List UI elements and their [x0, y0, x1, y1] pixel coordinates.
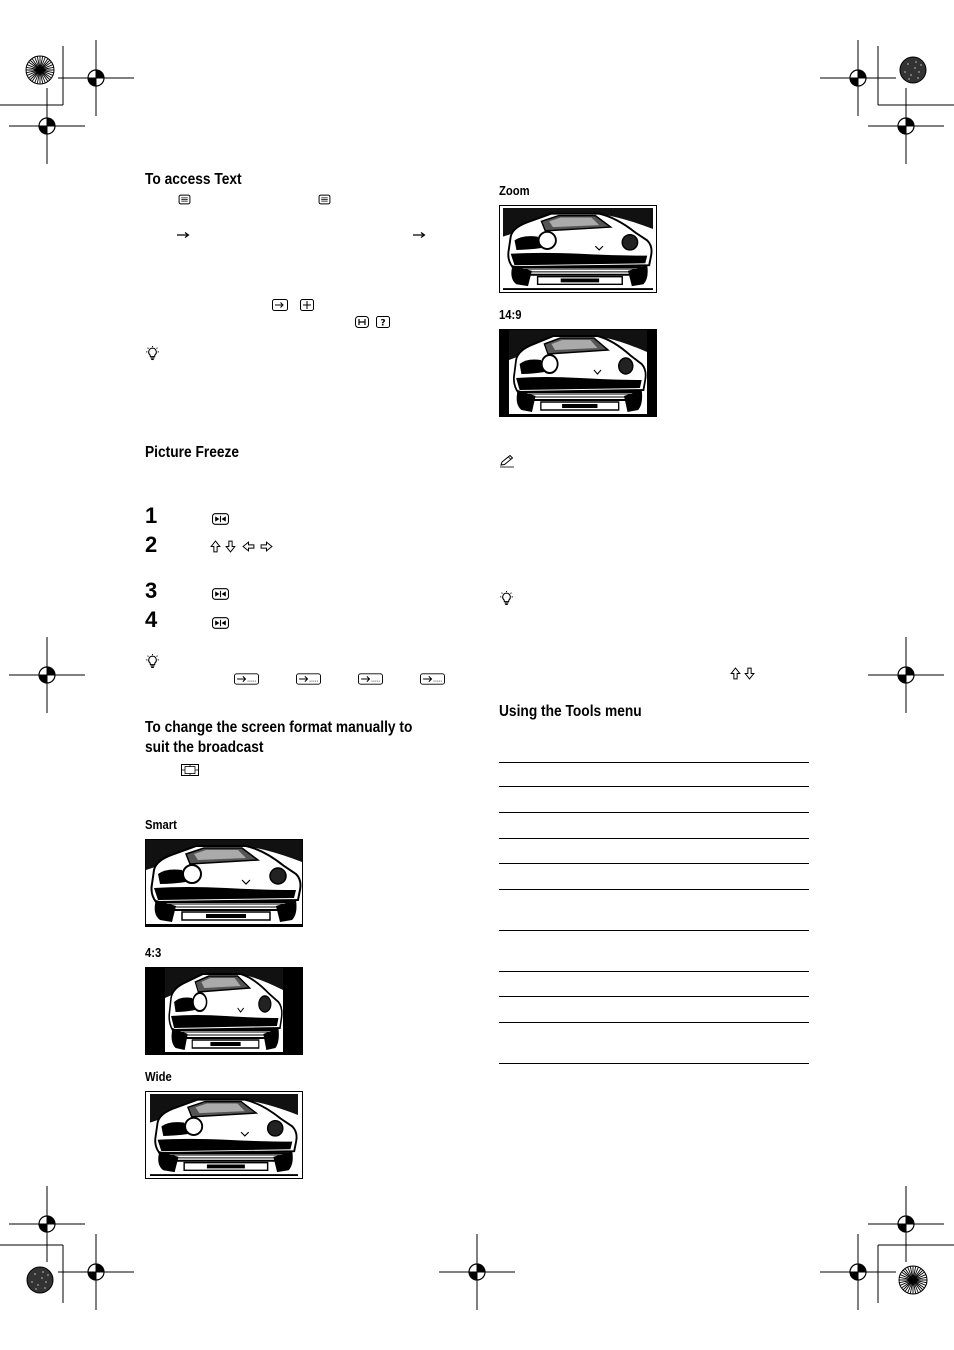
picture-freeze-heading: Picture Freeze [145, 444, 240, 461]
fourteen-nine-format-image [499, 329, 657, 417]
table-rule [499, 812, 809, 813]
svg-text:?: ? [380, 318, 386, 328]
reveal-icon [300, 299, 314, 311]
input-icon [234, 673, 259, 685]
freeze-button-icon [212, 513, 229, 525]
input-icon [296, 673, 321, 685]
step-number: 4 [145, 607, 158, 632]
smart-format-image [145, 839, 303, 927]
screen-format-icon [181, 764, 199, 776]
zoom-caption: Zoom [499, 184, 530, 198]
help-icon [376, 316, 390, 328]
teletext-icon [318, 194, 331, 205]
up-down-arrows-icon [730, 667, 758, 680]
table-rule [499, 786, 809, 787]
tip-bulb-icon [499, 591, 514, 606]
right-arrow-icon [412, 230, 426, 240]
freeze-button-icon [212, 588, 229, 600]
four-three-format-image [145, 967, 303, 1055]
table-rule [499, 863, 809, 864]
teletext-icon [178, 194, 191, 205]
smart-caption: Smart [145, 818, 177, 832]
table-rule [499, 838, 809, 839]
table-rule [499, 762, 809, 763]
tools-menu-heading: Using the Tools menu [499, 703, 642, 720]
table-rule [499, 996, 809, 997]
navigation-arrows-icon [210, 540, 276, 553]
screen-format-heading-line2: suit the broadcast [145, 739, 264, 756]
four-three-caption: 4:3 [145, 946, 162, 960]
input-icon [358, 673, 383, 685]
tip-bulb-icon [145, 654, 160, 669]
zoom-format-image [499, 205, 657, 293]
step-number: 2 [145, 532, 158, 557]
table-rule [499, 930, 809, 931]
step-number: 3 [145, 578, 158, 603]
table-rule [499, 971, 809, 972]
right-arrow-icon [176, 230, 190, 240]
step-number: 1 [145, 503, 158, 528]
table-rule [499, 1022, 809, 1023]
table-rule [499, 889, 809, 890]
fourteen-nine-caption: 14:9 [499, 308, 522, 322]
input-select-icon [272, 299, 288, 311]
screen-format-heading-line1: To change the screen format manually to [145, 719, 413, 736]
note-pencil-icon [499, 454, 515, 468]
table-rule [499, 1063, 809, 1064]
input-icon [420, 673, 445, 685]
teletext-heading: To access Text [145, 171, 242, 188]
wide-caption: Wide [145, 1070, 172, 1084]
tip-bulb-icon [145, 346, 160, 361]
freeze-button-icon [212, 617, 229, 629]
hold-icon [355, 316, 369, 328]
wide-format-image [145, 1091, 303, 1179]
